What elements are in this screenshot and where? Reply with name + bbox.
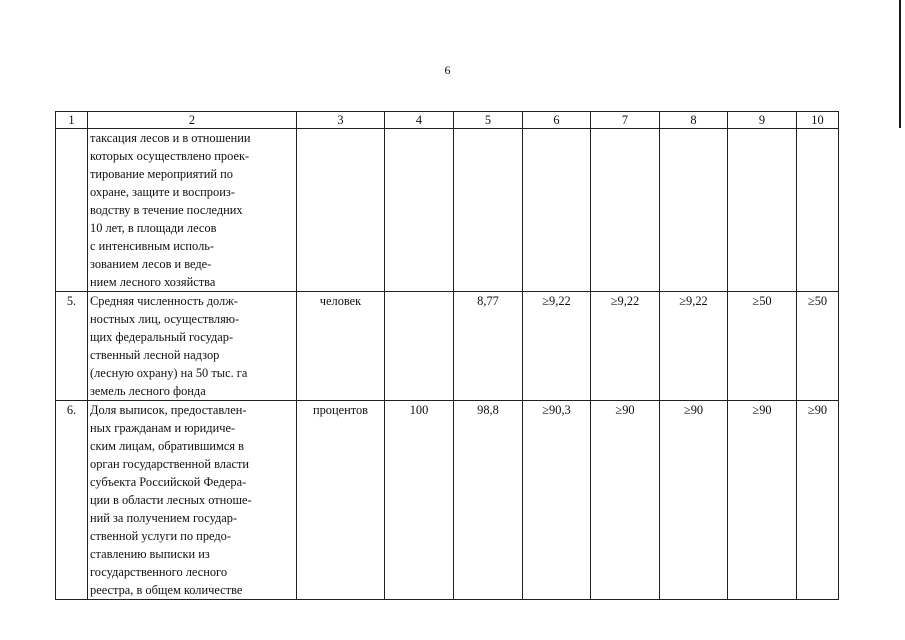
value-cell: 100 bbox=[385, 401, 454, 600]
value-cell: ≥90 bbox=[591, 401, 660, 600]
table-row bbox=[56, 401, 839, 600]
column-header: 5 bbox=[454, 112, 523, 129]
indicator-description bbox=[88, 401, 297, 600]
value-cell: ≥50 bbox=[728, 292, 797, 401]
description-line: орган государственной власти bbox=[90, 457, 250, 471]
value-cell: ≥9,22 bbox=[660, 292, 728, 401]
table-header-row bbox=[56, 112, 839, 129]
description-line: тирование мероприятий по bbox=[90, 167, 233, 181]
indicators-table bbox=[55, 111, 839, 600]
description-line: щих федеральный государ- bbox=[90, 330, 234, 344]
description-line: ции в области лесных отноше- bbox=[90, 493, 252, 507]
row-number bbox=[56, 129, 88, 292]
value-cell: ≥90,3 bbox=[523, 401, 591, 600]
value-cell bbox=[728, 129, 797, 292]
value-cell: ≥50 bbox=[797, 292, 839, 401]
value-cell bbox=[523, 129, 591, 292]
description-line: водству в течение последних bbox=[90, 203, 243, 217]
description-line: зованием лесов и веде- bbox=[90, 257, 212, 271]
table-row bbox=[56, 292, 839, 401]
description-line: ностных лиц, осуществляю- bbox=[90, 312, 240, 326]
indicator-description bbox=[88, 129, 297, 292]
column-header: 7 bbox=[591, 112, 660, 129]
description-line: таксация лесов и в отношении bbox=[90, 131, 251, 145]
unit-cell: человек bbox=[297, 292, 385, 401]
value-cell: 98,8 bbox=[454, 401, 523, 600]
description-line: 10 лет, в площади лесов bbox=[90, 221, 217, 235]
description-line: охране, защите и воспроиз- bbox=[90, 185, 235, 199]
table-row bbox=[56, 129, 839, 292]
description-line: Доля выписок, предоставлен- bbox=[90, 403, 247, 417]
column-header: 4 bbox=[385, 112, 454, 129]
description-line: Средняя численность долж- bbox=[90, 294, 238, 308]
value-cell: ≥90 bbox=[660, 401, 728, 600]
description-line: ставлению выписки из bbox=[90, 547, 210, 561]
column-header: 10 bbox=[797, 112, 839, 129]
value-cell bbox=[660, 129, 728, 292]
indicator-description bbox=[88, 292, 297, 401]
value-cell: ≥9,22 bbox=[591, 292, 660, 401]
description-line: государственного лесного bbox=[90, 565, 228, 579]
scan-edge-mark bbox=[899, 0, 901, 128]
value-cell: ≥90 bbox=[797, 401, 839, 600]
description-line: которых осуществлено проек- bbox=[90, 149, 250, 163]
value-cell bbox=[385, 129, 454, 292]
column-header: 6 bbox=[523, 112, 591, 129]
page-number: 6 bbox=[444, 63, 451, 77]
description-line: ний за получением государ- bbox=[90, 511, 238, 525]
row-number: 6. bbox=[56, 401, 88, 600]
column-header: 3 bbox=[297, 112, 385, 129]
description-line: нием лесного хозяйства bbox=[90, 275, 216, 289]
value-cell: 8,77 bbox=[454, 292, 523, 401]
description-line: реестра, в общем количестве bbox=[90, 583, 243, 597]
description-line: с интенсивным исполь- bbox=[90, 239, 215, 253]
column-header: 8 bbox=[660, 112, 728, 129]
value-cell bbox=[591, 129, 660, 292]
description-line: ским лицам, обратившимся в bbox=[90, 439, 244, 453]
description-line: субъекта Российской Федера- bbox=[90, 475, 247, 489]
value-cell bbox=[797, 129, 839, 292]
row-number: 5. bbox=[56, 292, 88, 401]
description-line: ственный лесной надзор bbox=[90, 348, 220, 362]
value-cell bbox=[385, 292, 454, 401]
description-line: (лесную охрану) на 50 тыс. га bbox=[90, 366, 248, 380]
unit-cell bbox=[297, 129, 385, 292]
description-line: ственной услуги по предо- bbox=[90, 529, 231, 543]
unit-cell: процентов bbox=[297, 401, 385, 600]
value-cell bbox=[454, 129, 523, 292]
column-header: 2 bbox=[88, 112, 297, 129]
column-header: 9 bbox=[728, 112, 797, 129]
description-line: земель лесного фонда bbox=[90, 384, 206, 398]
value-cell: ≥90 bbox=[728, 401, 797, 600]
value-cell: ≥9,22 bbox=[523, 292, 591, 401]
description-line: ных гражданам и юридиче- bbox=[90, 421, 236, 435]
column-header: 1 bbox=[56, 112, 88, 129]
